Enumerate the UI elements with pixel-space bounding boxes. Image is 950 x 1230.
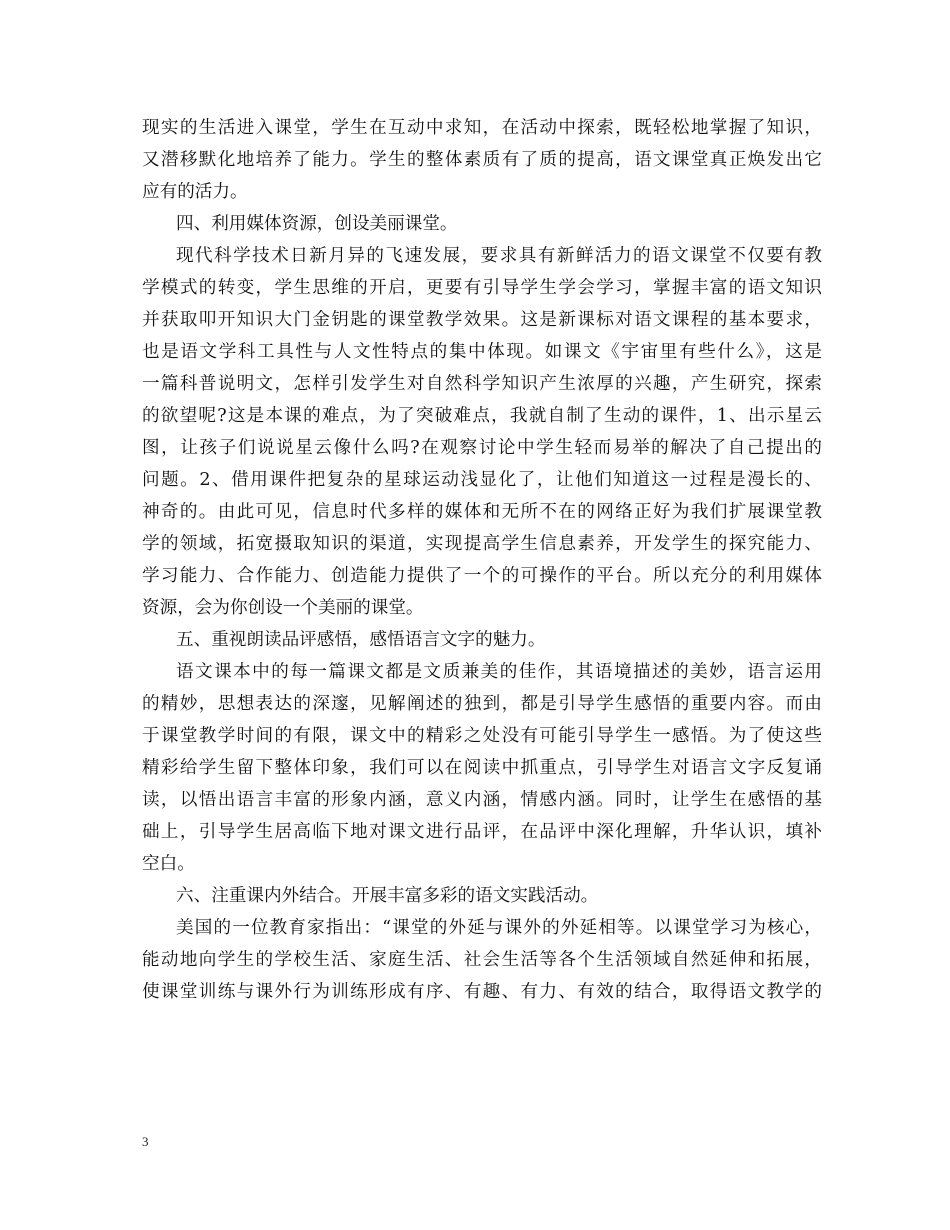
text-line: 图，让孩子们说说星云像什么吗?在观察讨论中学生轻而易举的解决了自己提出的 xyxy=(142,438,822,458)
text-line: 的欲望呢?这是本课的难点，为了突破难点，我就自制了生动的课件，1、出示星云 xyxy=(142,406,822,426)
text-line: 现代科学技术日新月异的飞速发展，要求具有新鲜活力的语文课堂不仅要有教 xyxy=(176,246,822,266)
text-line: 学模式的转变，学生思维的开启，更要有引导学生学会学习，掌握丰富的语文知识 xyxy=(142,278,822,298)
text-line: 又潜移默化地培养了能力。学生的整体素质有了质的提高，语文课堂真正焕发出它 xyxy=(142,150,822,170)
text-line: 于课堂教学时间的有限，课文中的精彩之处没有可能引导学生一感悟。为了使这些 xyxy=(142,726,822,746)
text-line: 美国的一位教育家指出：“课堂的外延与课外的外延相等。以课堂学习为核心， xyxy=(176,918,822,938)
text-line: 现实的生活进入课堂，学生在互动中求知，在活动中探索，既轻松地掌握了知识， xyxy=(142,118,822,138)
text-line: 学习能力、合作能力、创造能力提供了一个的可操作的平台。所以充分的利用媒体 xyxy=(142,566,822,586)
text-line: 学的领域，拓宽摄取知识的渠道，实现提高学生信息素养，开发学生的探究能力、 xyxy=(142,534,822,554)
text-line: 一篇科普说明文，怎样引发学生对自然科学知识产生浓厚的兴趣，产生研究，探索 xyxy=(142,374,822,394)
text-line: 神奇的。由此可见，信息时代多样的媒体和无所不在的网络正好为我们扩展课堂教 xyxy=(142,502,822,522)
text-line: 资源，会为你创设一个美丽的课堂。 xyxy=(142,598,424,618)
text-line: 五、重视朗读品评感悟，感悟语言文字的魅力。 xyxy=(176,630,546,650)
text-line: 读，以悟出语言丰富的形象内涵，意义内涵，情感内涵。同时，让学生在感悟的基 xyxy=(142,790,822,810)
text-line: 应有的活力。 xyxy=(142,182,248,202)
text-line: 空白。 xyxy=(142,854,195,874)
text-line: 精彩给学生留下整体印象，我们可以在阅读中抓重点，引导学生对语言文字反复诵 xyxy=(142,758,822,778)
page-number: 3 xyxy=(142,1134,149,1149)
text-line: 的精妙，思想表达的深邃，见解阐述的独到，都是引导学生感悟的重要内容。而由 xyxy=(142,694,822,714)
text-line: 六、注重课内外结合。开展丰富多彩的语文实践活动。 xyxy=(176,886,599,906)
text-line: 并获取叩开知识大门金钥匙的课堂教学效果。这是新课标对语文课程的基本要求， xyxy=(142,310,822,330)
text-line: 使课堂训练与课外行为训练形成有序、有趣、有力、有效的结合，取得语文教学的 xyxy=(142,982,822,1002)
text-line: 能动地向学生的学校生活、家庭生活、社会生活等各个生活领域自然延伸和拓展， xyxy=(142,950,822,970)
text-line: 也是语文学科工具性与人文性特点的集中体现。如课文《宇宙里有些什么》，这是 xyxy=(142,342,822,362)
text-line: 语文课本中的每一篇课文都是文质兼美的佳作，其语境描述的美妙，语言运用 xyxy=(176,662,822,682)
text-line: 问题。2、借用课件把复杂的星球运动浅显化了，让他们知道这一过程是漫长的、 xyxy=(142,470,822,490)
text-line: 四、利用媒体资源，创设美丽课堂。 xyxy=(176,214,458,234)
text-line: 础上，引导学生居高临下地对课文进行品评，在品评中深化理解，升华认识，填补 xyxy=(142,822,822,842)
